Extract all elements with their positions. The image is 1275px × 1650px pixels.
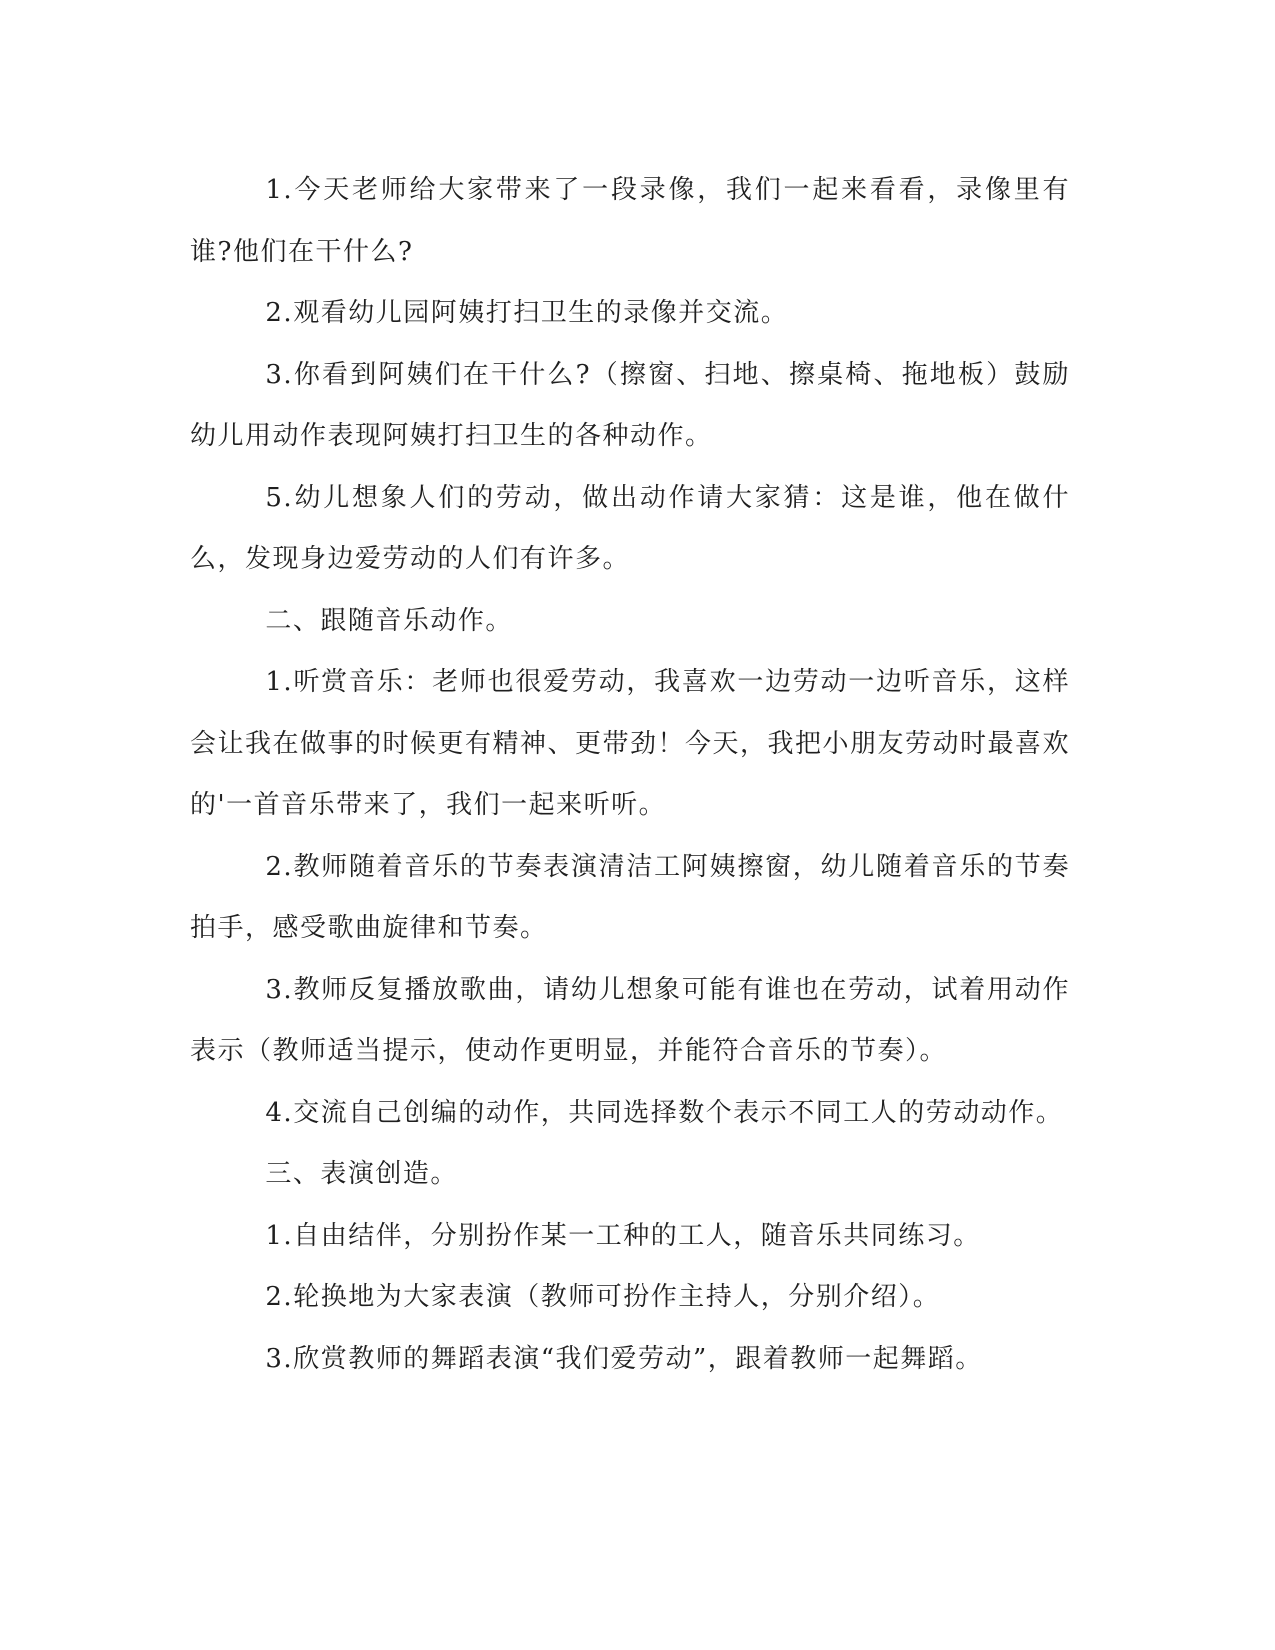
paragraph-watch-video: 2.观看幼儿园阿姨打扫卫生的录像并交流。 [265, 298, 789, 328]
paragraph-take-turns: 2.轮换地为大家表演（教师可扮作主持人，分别介绍）。 [265, 1282, 941, 1312]
paragraph-free-partner: 1.自由结伴，分别扮作某一工种的工人，随音乐共同练习。 [265, 1220, 981, 1251]
paragraph-teacher-performs: 2.教师随着音乐的节奏表演清洁工阿姨擦窗，幼儿随着音乐的节奏拍手，感受歌曲旋律和节奏。 [190, 851, 1070, 943]
document-body [190, 160, 1070, 1390]
section-heading-music-movement: 二、跟随音乐动作。 [265, 605, 513, 636]
paragraph-listen-music: 1.听赏音乐：老师也很爱劳动，我喜欢一边劳动一边听音乐，这样会让我在做事的时候更有精神、更带劲！今天，我把小朋友劳动时最喜欢的'一首音乐带来了，我们一起来听听。 [190, 667, 1071, 820]
paragraph-appreciate-dance: 3.欣赏教师的舞蹈表演“我们爱劳动”，跟着教师一起舞蹈。 [265, 1343, 983, 1374]
paragraph-share-moves: 4.交流自己创编的动作，共同选择数个表示不同工人的劳动动作。 [265, 1097, 1064, 1128]
paragraph-replay-song: 3.教师反复播放歌曲，请幼儿想象可能有谁也在劳动，试着用动作表示（教师适当提示，使动作更明显，并能符合音乐的节奏）。 [190, 974, 1070, 1066]
paragraph-video-intro: 1.今天老师给大家带来了一段录像，我们一起来看看，录像里有谁?他们在干什么? [190, 175, 1070, 267]
paragraph-what-aunts-do: 3.你看到阿姨们在干什么?（擦窗、扫地、擦桌椅、拖地板）鼓励幼儿用动作表现阿姨打扫卫生的各种动作。 [190, 359, 1070, 451]
paragraph-imagine-labor: 5.幼儿想象人们的劳动，做出动作请大家猜：这是谁，他在做什么，发现身边爱劳动的人们有许多。 [190, 482, 1070, 574]
section-heading-performance: 三、表演创造。 [265, 1159, 458, 1189]
